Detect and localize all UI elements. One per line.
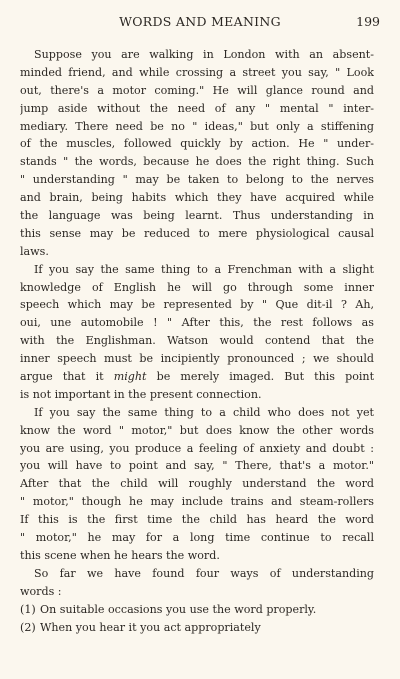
line-segment: be merely imaged. But this point [156,370,374,384]
list-item [20,619,374,637]
text-line: words : [20,584,62,598]
text-line: out, there's a motor coming." He will glance round and [20,83,374,97]
text-line: stands " the words, because he does the right thing. Such [20,155,374,169]
text-line-with-italic [20,368,374,386]
line-segment: argue that it [20,370,104,384]
text-line: oui, une automobile ! " After this, the rest follows as [20,316,374,330]
list-number: (1) [20,602,36,616]
understanding-list [20,601,374,637]
body-text [20,46,374,636]
text-line: jump aside without the need of any " mental " inter- [20,101,374,115]
text-line: " motor," he may for a long time continue to recall [20,531,374,545]
text-line: knowledge of English he will go through some inner [20,280,374,294]
paragraph-1 [20,46,374,261]
text-line: speech which may be represented by " Que dit-il ? Ah, [20,298,374,312]
text-line: is not important in the present connection. [20,387,262,401]
text-line: If you say the same thing to a child who does not yet [34,405,374,419]
text-line: of the muscles, followed quickly by action. He " under- [20,137,374,151]
text-line: this sense may be reduced to mere physiological causal [20,226,374,240]
list-item [20,601,374,619]
text-line: you will have to point and say, " There, that's a motor." [20,459,374,473]
paragraph-2 [20,261,374,404]
text-line: you are using, you produce a feeling of anxiety and doubt : [20,441,374,455]
text-line: and brain, being habits which they have acquired while [20,191,374,205]
text-line: If this is the first time the child has heard the word [20,513,374,527]
page-header [20,14,380,32]
italic-word: might [113,370,147,384]
paragraph-4 [20,565,374,601]
text-line: " understanding " may be taken to belong to the nerves [20,173,374,187]
list-number: (2) [20,620,36,634]
text-line: If you say the same thing to a Frenchman with a slight [34,262,374,276]
text-line: inner speech must be incipiently pronounced ; we should [20,352,374,366]
text-line: know the word " motor," but does know the other words [20,423,374,437]
text-line: laws. [20,244,49,258]
text-line: " motor," though he may include trains and steam-rollers [20,495,374,509]
text-line: the language was being learnt. Thus understanding in [20,209,374,223]
text-line: After that the child will roughly understand the word [20,477,374,491]
list-text: When you hear it you act appropriately [40,620,261,634]
text-line: mediary. There need be no " ideas," but only a stiffening [20,119,374,133]
text-line: Suppose you are walking in London with an absent- [34,48,374,61]
page-number: 199 [356,14,380,29]
text-line: So far we have found four ways of understanding [34,566,374,580]
text-line: with the Englishman. Watson would contend that the [20,334,374,348]
running-title: WORDS AND MEANING [119,14,281,29]
text-line: minded friend, and while crossing a street you say, " Look [20,65,374,79]
text-line: this scene when he hears the word. [20,548,220,562]
list-text: On suitable occasions you use the word properly. [40,602,317,616]
paragraph-3 [20,404,374,565]
